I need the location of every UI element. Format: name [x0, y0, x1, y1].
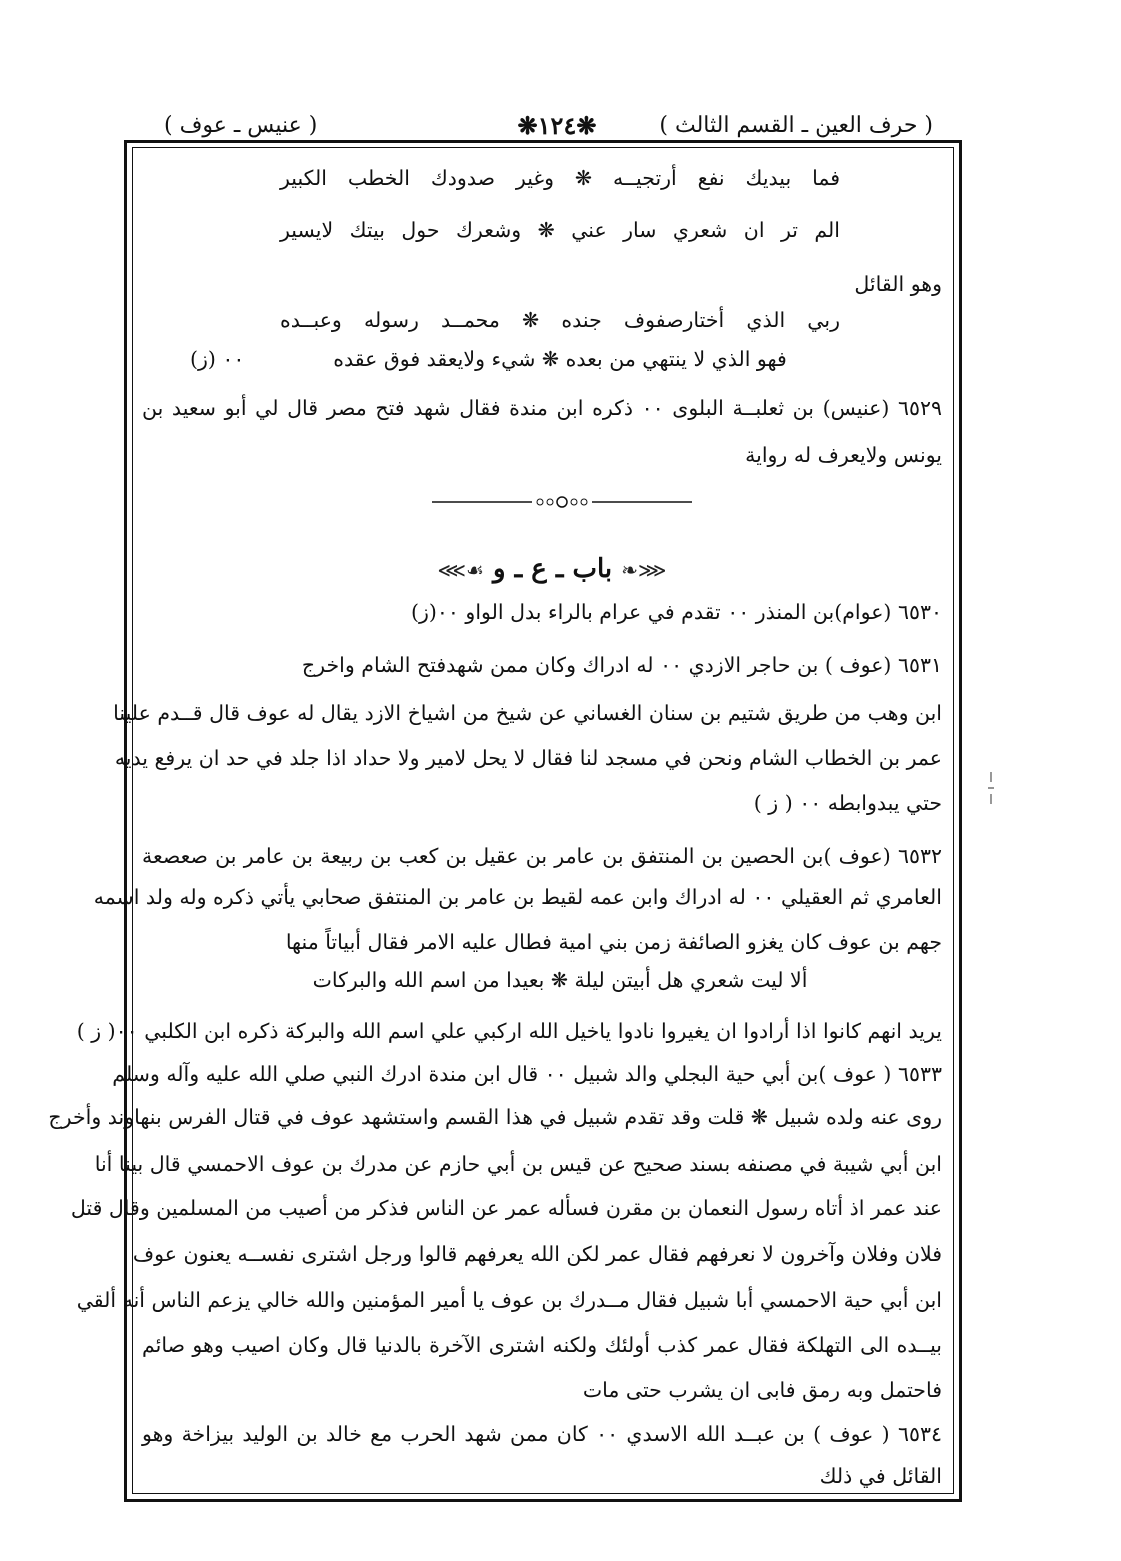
verse-line: فما بيديك نفع أرتجيــه ❋ وغير صدودك الخطب الكبير	[280, 166, 840, 190]
entry-line: ٦٥٣٣ ( عوف )بن أبي حية البجلي والد شبيل ٠٠ قال ابن مندة ادرك النبي صلي الله عليه وآله وسلم	[112, 1062, 942, 1086]
verse-line: ألا ليت شعري هل أبيتن ليلة ❋ بعيدا من اسم الله والبركات	[312, 968, 808, 992]
verse-line: ربي الذي أختارصفوف جنده ❋ محمــد رسوله وعبــده	[280, 308, 840, 332]
entry-line: ٦٥٣٤ ( عوف ) بن عبــد الله الاسدي ٠٠ كان ممن شهد الحرب مع خالد بن الوليد بيزاخة وهو	[142, 1422, 942, 1446]
running-header-section: ( حرف العين ـ القسم الثالث )	[659, 113, 933, 138]
margin-mark-icon	[985, 768, 997, 808]
ornament-icon: ☙⋙	[437, 558, 484, 582]
chapter-heading	[382, 544, 722, 594]
source-mark: ٠٠ (ز)	[190, 347, 245, 371]
entry-line: القائل في ذلك	[819, 1464, 942, 1488]
entry-line: جهم بن عوف كان يغزو الصائفة زمن بني امية فطال عليه الامر فقال أبياتاً منها	[285, 930, 942, 954]
entry-line: عمر بن الخطاب الشام ونحن في مسجد لنا فقال لا يحل لامير ولا حداد اذا جلد في حد ان يرفع يديه	[114, 746, 942, 770]
entry-line: روى عنه ولده شبيل ❋ قلت وقد تقدم شبيل في هذا القسم واستشهد عوف في قتال الفرس بنهاوند وأخرج	[48, 1105, 942, 1129]
chapter-title: باب ـ ع ـ و	[493, 554, 613, 584]
entry-line: ٦٥٣٢ (عوف )بن الحصين بن المنتفق بن عامر بن عقيل بن كعب بن ربيعة بن عامر بن صعصعة	[142, 844, 942, 868]
entry-line: ابن أبي شيبة في مصنفه بسند صحيح عن قيس بن أبي حازم عن مدرك بن عوف الاحمسي قال بينا أنا	[94, 1152, 942, 1176]
ornament-icon: ⋘❧	[621, 558, 667, 582]
entry-line: فلان وفلان وآخرون لا نعرفهم فقال عمر لكن الله يعرفهم قالوا ورجل اشترى نفســه يعنون عوف	[132, 1242, 942, 1266]
verse-line: فهو الذي لا ينتهي من بعده ❋ شيء ولايعقد فوق عقده	[333, 347, 787, 371]
entry-line: يريد انهم كانوا اذا أرادوا ان يغيروا نادوا ياخيل الله اركبي علي اسم الله والبركة ذكره ابن الكلبي ٠٠( ز )	[76, 1019, 942, 1043]
ornamental-divider	[432, 492, 692, 512]
entry-line: بيــده الى التهلكة فقال عمر كذب أولئك ولكنه اشترى الآخرة بالدنيا قال وكان اصيب وهو صائم	[142, 1333, 942, 1357]
entry-line: حتي يبدوابطه ٠٠ ( ز )	[753, 791, 942, 815]
entry-line: ابن وهب من طريق شتيم بن سنان الغساني عن شيخ من اشياخ الازد يقال له عوف قال قــدم علينا	[113, 701, 942, 725]
entry-line: يونس ولايعرف له رواية	[745, 443, 942, 467]
entry-line: ٦٥٣١ (عوف ) بن حاجر الازدي ٠٠ له ادراك وكان ممن شهدفتح الشام واخرج	[301, 653, 942, 677]
entry-line: ابن أبي حية الاحمسي أبا شبيل فقال مــدرك بن عوف يا أمير المؤمنين والله خالي يزعم الناس أنه ألقي	[76, 1288, 942, 1312]
entry-line: فاحتمل وبه رمق فابى ان يشرب حتى مات	[582, 1378, 942, 1402]
entry-line: ٦٥٣٠ (عوام)بن المنذر ٠٠ تقدم في عرام بالراء بدل الواو ٠٠(ز)	[410, 600, 942, 624]
text-line: وهو القائل	[854, 272, 942, 296]
running-header-entries: ( عنيس ـ عوف )	[164, 113, 318, 138]
verse-line: الم تر ان شعري سار عني ❋ وشعرك حول بيتك لايسير	[280, 218, 840, 242]
entry-line: العامري ثم العقيلي ٠٠ له ادراك وابن عمه لقيط بن عامر بن المنتفق صحابي يأتي ذكره وله ولد اسمه	[93, 885, 942, 909]
entry-line: عند عمر اذ أتاه رسول النعمان بن مقرن فسأله عمر عن الناس فذكر من أصيب من المسلمين وقال قتل	[70, 1196, 942, 1220]
entry-line: ٦٥٢٩ (عنيس) بن ثعلبــة البلوى ٠٠ ذكره ابن مندة فقال شهد فتح مصر قال لي أبو سعيد بن	[142, 396, 942, 420]
page-number: ❋١٢٤❋	[517, 111, 597, 140]
